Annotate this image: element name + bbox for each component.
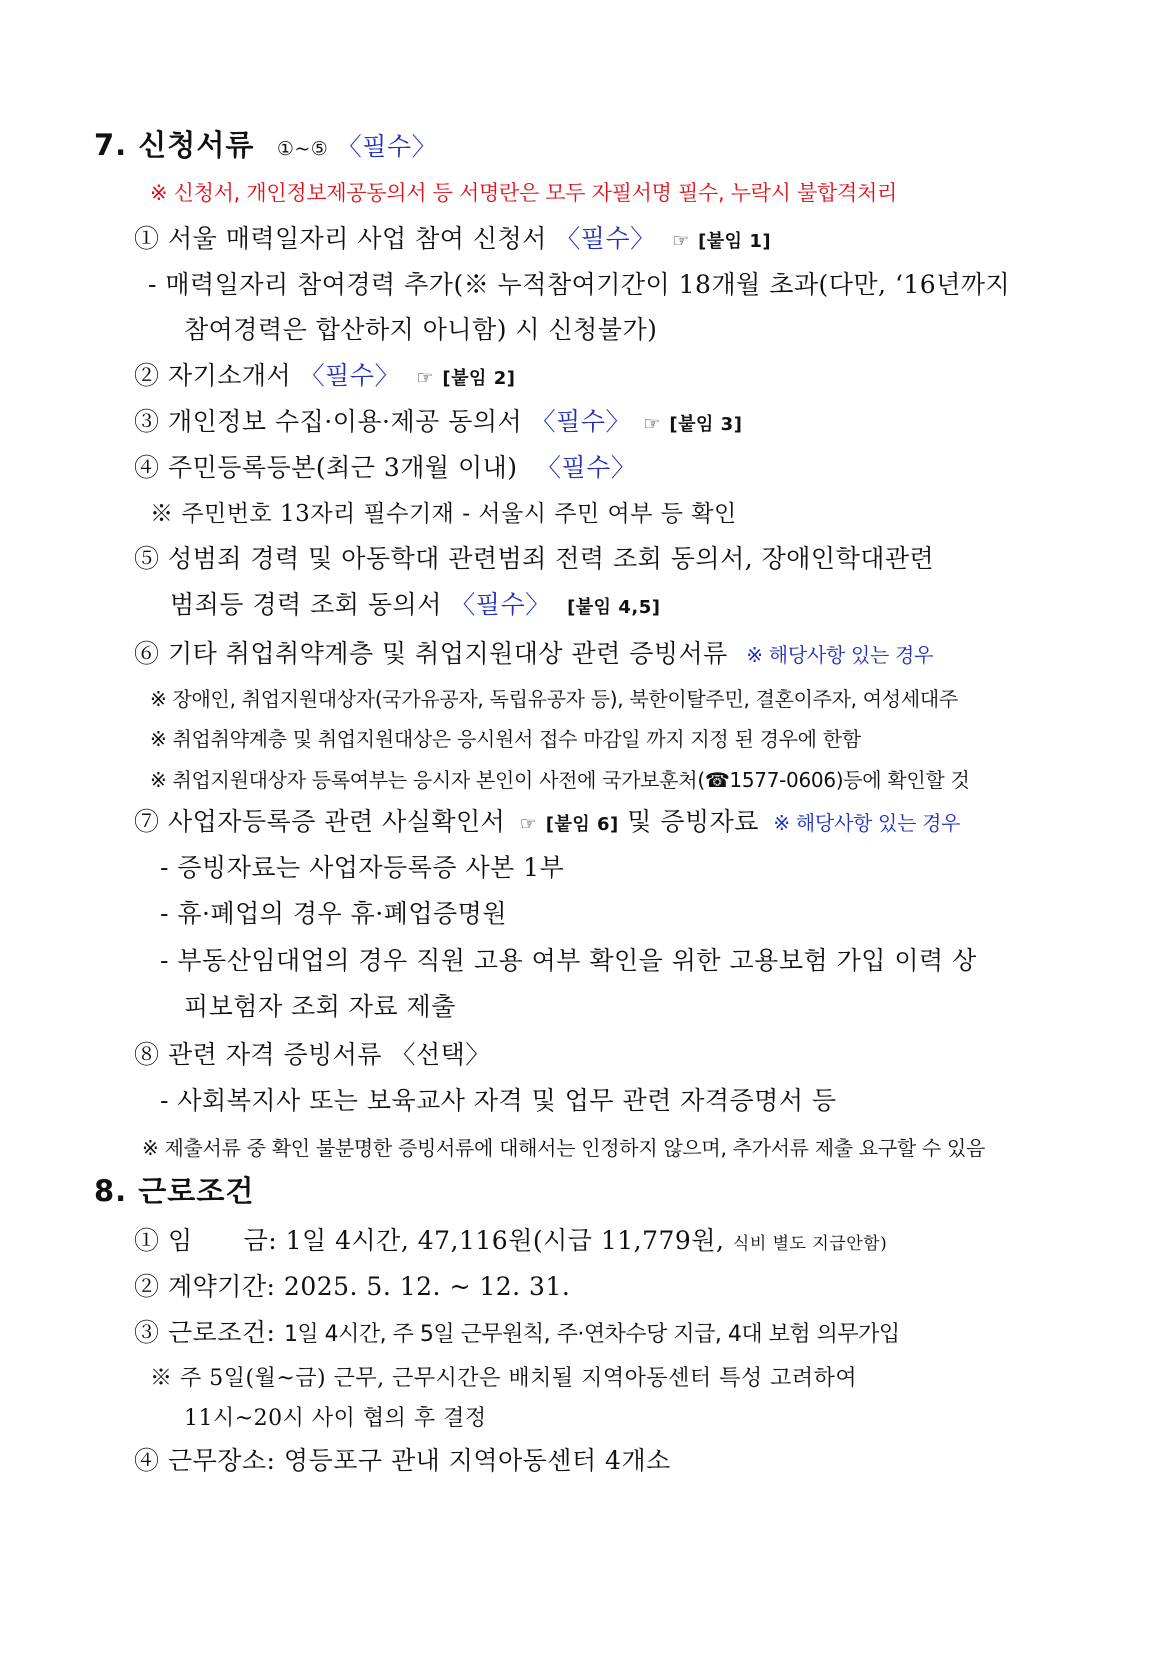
item-5-line-1: ⑤ 성범죄 경력 및 아동학대 관련범죄 전력 조회 동의서, 장애인학대관련 xyxy=(134,544,935,573)
working-conditions-label: ③ 근로조건: xyxy=(134,1318,276,1347)
pointing-hand-icon: ☞ xyxy=(416,367,434,389)
item-6-note-2: ※ 취업취약계층 및 취업지원대상은 응시원서 접수 마감일 까지 지정 된 경우에 한함 xyxy=(150,727,861,751)
item-6-note-3: ※ 취업지원대상자 등록여부는 응시자 본인이 사전에 국가보훈처(☎1577-0606)등에 확인할 것 xyxy=(150,768,970,792)
item-6-condition: ※ 해당사항 있는 경우 xyxy=(746,643,934,667)
work-location: ④ 근무장소: 영등포구 관내 지역아동센터 4개소 xyxy=(134,1446,671,1475)
working-conditions xyxy=(134,1316,900,1352)
item-2 xyxy=(134,359,515,396)
wage-label: ① 임 금: xyxy=(134,1226,278,1255)
item-1-required: 〈필수〉 xyxy=(555,224,656,253)
item-4-text: ④ 주민등록등본(최근 3개월 이내) xyxy=(134,453,518,482)
working-hours-note-2: 11시~20시 사이 협의 후 결정 xyxy=(184,1406,487,1431)
wage-meal-note: 식비 별도 지급안함) xyxy=(732,1234,888,1254)
item-4-required: 〈필수〉 xyxy=(536,453,637,482)
wage-value: 1일 4시간, 47,116원(시급 11,779원, xyxy=(285,1226,725,1255)
item-7-ref: [붙임 6] xyxy=(545,814,619,835)
section-7-required: 〈필수〉 xyxy=(336,132,438,161)
item-4-note: ※ 주민번호 13자리 필수기재 - 서울시 주민 여부 등 확인 xyxy=(150,501,737,527)
item-1-sub-1: - 매력일자리 참여경력 추가(※ 누적참여기간이 18개월 초과(다만, ‘16년까지 xyxy=(148,270,1011,299)
item-2-text: ② 자기소개서 xyxy=(134,361,292,390)
item-1-sub-2: 참여경력은 합산하지 아니함) 시 신청불가) xyxy=(184,315,658,344)
item-5-text: 범죄등 경력 조회 동의서 xyxy=(170,590,442,619)
pointing-hand-icon: ☞ xyxy=(643,413,661,435)
item-6-note-1: ※ 장애인, 취업지원대상자(국가유공자, 독립유공자 등), 북한이탈주민, 결혼이주자, 여성세대주 xyxy=(150,687,958,711)
section-7-heading xyxy=(94,128,437,166)
item-7-tail: 및 증빙자료 xyxy=(627,807,759,836)
pointing-hand-icon: ☞ xyxy=(672,230,690,252)
item-5-ref: [붙임 4,5] xyxy=(567,597,661,618)
pointing-hand-icon: ☞ xyxy=(519,813,538,835)
item-5-required: 〈필수〉 xyxy=(450,590,551,619)
working-hours-note-1: ※ 주 5일(월~금) 근무, 근무시간은 배치될 지역아동센터 특성 고려하여 xyxy=(150,1366,858,1391)
item-3-required: 〈필수〉 xyxy=(530,407,631,436)
item-1-text: ① 서울 매력일자리 사업 참여 신청서 xyxy=(134,224,547,253)
item-5-line-2 xyxy=(170,588,660,625)
item-7-condition: ※ 해당사항 있는 경우 xyxy=(773,811,961,835)
item-2-ref: [붙임 2] xyxy=(442,368,516,389)
item-7-sub-3b: 피보험자 조회 자료 제출 xyxy=(184,992,456,1021)
item-8-sub-1: - 사회복지사 또는 보육교사 자격 및 업무 관련 자격증명서 등 xyxy=(160,1086,837,1115)
documents-final-note: ※ 제출서류 중 확인 불분명한 증빙서류에 대해서는 인정하지 않으며, 추가서류 제출 요구할 수 있음 xyxy=(142,1136,986,1160)
section-7-range: ①~⑤ xyxy=(276,138,329,160)
wage-line xyxy=(134,1224,887,1261)
item-4 xyxy=(134,451,636,485)
section-8-title: 8. 근로조건 xyxy=(94,1174,255,1208)
item-6-text: ⑥ 기타 취업취약계층 및 취업지원대상 관련 증빙서류 xyxy=(134,639,728,668)
working-conditions-value: 1일 4시간, 주 5일 근무원칙, 주·연차수당 지급, 4대 보험 의무가입 xyxy=(283,1322,900,1347)
item-8: ⑧ 관련 자격 증빙서류 〈선택〉 xyxy=(134,1040,491,1069)
item-2-required: 〈필수〉 xyxy=(299,361,400,390)
item-7 xyxy=(134,805,960,842)
item-3-ref: [붙임 3] xyxy=(669,414,743,435)
item-7-sub-2: - 휴·폐업의 경우 휴·폐업증명원 xyxy=(160,899,507,928)
item-7-sub-3a: - 부동산임대업의 경우 직원 고용 여부 확인을 위한 고용보험 가입 이력 상 xyxy=(160,946,977,975)
item-7-sub-1: - 증빙자료는 사업자등록증 사본 1부 xyxy=(160,853,565,882)
signature-warning: ※ 신청서, 개인정보제공동의서 등 서명란은 모두 자필서명 필수, 누락시 불합격처리 xyxy=(150,181,897,205)
contract-period: ② 계약기간: 2025. 5. 12. ~ 12. 31. xyxy=(134,1272,571,1301)
item-1-ref: [붙임 1] xyxy=(698,231,772,252)
item-3-text: ③ 개인정보 수집·이용·제공 동의서 xyxy=(134,407,523,436)
item-6 xyxy=(134,637,933,672)
section-7-title: 7. 신청서류 xyxy=(94,128,255,162)
item-1 xyxy=(134,222,771,259)
item-7-text: ⑦ 사업자등록증 관련 사실확인서 xyxy=(134,807,506,836)
item-3 xyxy=(134,405,742,442)
